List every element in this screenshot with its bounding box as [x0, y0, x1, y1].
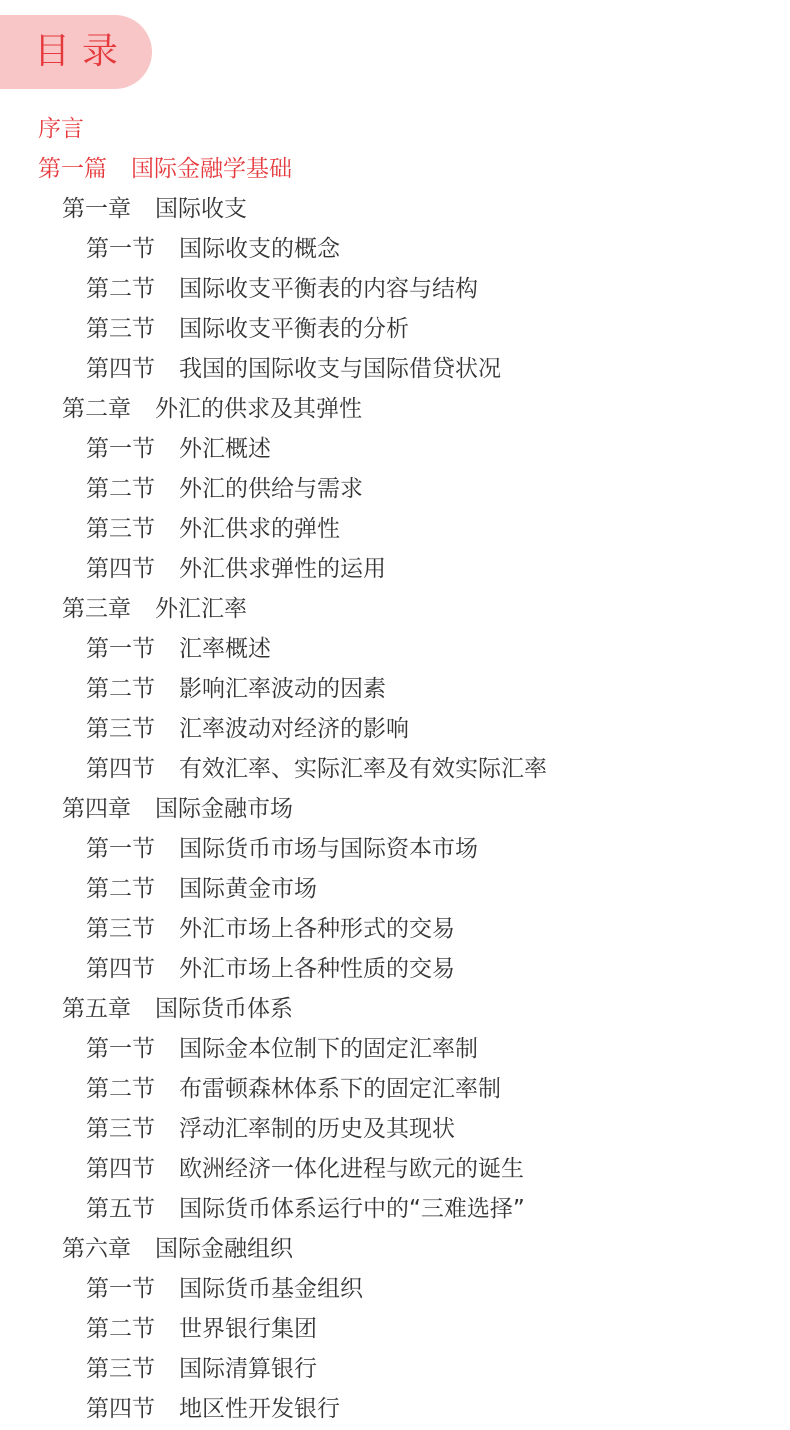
- toc-section-entry[interactable]: [0, 1189, 790, 1229]
- toc-entry-title: 国际货币基金组织: [179, 1276, 363, 1302]
- toc-entry-title: 国际货币市场与国际资本市场: [179, 836, 478, 862]
- toc-entry-title: 我国的国际收支与国际借贷状况: [179, 356, 501, 382]
- toc-section-entry[interactable]: [0, 669, 790, 709]
- toc-entry-number: 第三节: [86, 516, 155, 542]
- toc-section-entry[interactable]: [0, 869, 790, 909]
- toc-entry-number: 第一节: [86, 436, 155, 462]
- toc-entry-number: 第二节: [86, 476, 155, 502]
- toc-part-entry[interactable]: [0, 109, 790, 149]
- toc-entry-number: 第二节: [86, 276, 155, 302]
- toc-section-entry[interactable]: [0, 469, 790, 509]
- toc-entry-number: 第三节: [86, 316, 155, 342]
- toc-section-entry[interactable]: [0, 1029, 790, 1069]
- toc-section-entry[interactable]: [0, 509, 790, 549]
- toc-entry-number: 第二节: [86, 876, 155, 902]
- toc-entry-title: 国际金融学基础: [131, 156, 292, 182]
- toc-entry-number: 第四节: [86, 1156, 155, 1182]
- toc-entry-title: 有效汇率、实际汇率及有效实际汇率: [179, 756, 547, 782]
- toc-section-entry[interactable]: [0, 829, 790, 869]
- toc-section-entry[interactable]: [0, 1349, 790, 1389]
- toc-section-entry[interactable]: [0, 1389, 790, 1429]
- toc-entry-number: 第二节: [86, 676, 155, 702]
- toc-entry-title: 国际收支的概念: [179, 236, 340, 262]
- toc-section-entry[interactable]: [0, 1309, 790, 1349]
- toc-section-entry[interactable]: [0, 1109, 790, 1149]
- toc-entry-title: 外汇的供求及其弹性: [155, 396, 362, 422]
- toc-entry-number: 第四章: [62, 796, 131, 822]
- toc-chapter-entry[interactable]: [0, 389, 790, 429]
- page-title: 目录: [34, 31, 131, 72]
- toc-entry-number: 第一节: [86, 236, 155, 262]
- toc-entry-title: 国际收支平衡表的分析: [179, 316, 409, 342]
- toc-part-entry[interactable]: [0, 149, 790, 189]
- toc-entry-title: 浮动汇率制的历史及其现状: [179, 1116, 455, 1142]
- toc-entry-title: 外汇汇率: [155, 596, 247, 622]
- toc-section-entry[interactable]: [0, 309, 790, 349]
- toc-section-entry[interactable]: [0, 749, 790, 789]
- toc-chapter-entry[interactable]: [0, 189, 790, 229]
- toc-section-entry[interactable]: [0, 349, 790, 389]
- toc-entry-number: 第三节: [86, 716, 155, 742]
- toc-entry-number: 第一章: [62, 196, 131, 222]
- toc-entry-title: 国际货币体系运行中的“三难选择”: [179, 1196, 525, 1222]
- table-of-contents: [0, 109, 790, 1429]
- toc-entry-title: 外汇供求的弹性: [179, 516, 340, 542]
- toc-entry-title: 布雷顿森林体系下的固定汇率制: [179, 1076, 501, 1102]
- toc-entry-title: 国际货币体系: [155, 996, 293, 1022]
- toc-entry-title: 汇率概述: [179, 636, 271, 662]
- toc-entry-title: 外汇市场上各种性质的交易: [179, 956, 455, 982]
- toc-entry-number: 第六章: [62, 1236, 131, 1262]
- toc-entry-number: 第二节: [86, 1076, 155, 1102]
- toc-entry-number: 第三节: [86, 916, 155, 942]
- toc-entry-number: 第四节: [86, 756, 155, 782]
- toc-entry-title: 国际黄金市场: [179, 876, 317, 902]
- toc-entry-title: 国际金融组织: [155, 1236, 293, 1262]
- toc-section-entry[interactable]: [0, 429, 790, 469]
- toc-entry-title: 汇率波动对经济的影响: [179, 716, 409, 742]
- toc-entry-title: 国际金融市场: [155, 796, 293, 822]
- toc-entry-title: 国际清算银行: [179, 1356, 317, 1382]
- toc-chapter-entry[interactable]: [0, 789, 790, 829]
- toc-entry-number: 第四节: [86, 556, 155, 582]
- toc-entry-number: 第一节: [86, 636, 155, 662]
- toc-entry-number: 第一节: [86, 836, 155, 862]
- toc-entry-number: 第一节: [86, 1036, 155, 1062]
- toc-header: [0, 15, 152, 89]
- toc-entry-title: 地区性开发银行: [179, 1396, 340, 1422]
- toc-section-entry[interactable]: [0, 909, 790, 949]
- toc-entry-title: 国际收支平衡表的内容与结构: [179, 276, 478, 302]
- toc-entry-title: 外汇概述: [179, 436, 271, 462]
- toc-entry-title: 外汇的供给与需求: [179, 476, 363, 502]
- toc-section-entry[interactable]: [0, 269, 790, 309]
- toc-entry-number: 第一节: [86, 1276, 155, 1302]
- toc-entry-number: 第五节: [86, 1196, 155, 1222]
- toc-chapter-entry[interactable]: [0, 1229, 790, 1269]
- toc-section-entry[interactable]: [0, 949, 790, 989]
- toc-entry-number: 第一篇: [38, 156, 107, 182]
- toc-entry-number: 第二章: [62, 396, 131, 422]
- toc-section-entry[interactable]: [0, 629, 790, 669]
- toc-chapter-entry[interactable]: [0, 989, 790, 1029]
- toc-entry-number: 第四节: [86, 356, 155, 382]
- toc-section-entry[interactable]: [0, 549, 790, 589]
- toc-entry-title: 国际收支: [155, 196, 247, 222]
- toc-section-entry[interactable]: [0, 1269, 790, 1309]
- toc-section-entry[interactable]: [0, 709, 790, 749]
- toc-section-entry[interactable]: [0, 229, 790, 269]
- toc-entry-number: 第三章: [62, 596, 131, 622]
- toc-section-entry[interactable]: [0, 1069, 790, 1109]
- toc-entry-number: 第四节: [86, 1396, 155, 1422]
- toc-entry-title: 世界银行集团: [179, 1316, 317, 1342]
- toc-entry-number: 第五章: [62, 996, 131, 1022]
- toc-entry-number: 第二节: [86, 1316, 155, 1342]
- toc-entry-number: 序言: [38, 116, 84, 142]
- toc-entry-title: 外汇市场上各种形式的交易: [179, 916, 455, 942]
- toc-entry-number: 第四节: [86, 956, 155, 982]
- toc-entry-title: 外汇供求弹性的运用: [179, 556, 386, 582]
- toc-entry-title: 欧洲经济一体化进程与欧元的诞生: [179, 1156, 524, 1182]
- toc-entry-title: 国际金本位制下的固定汇率制: [179, 1036, 478, 1062]
- toc-section-entry[interactable]: [0, 1149, 790, 1189]
- toc-entry-number: 第三节: [86, 1356, 155, 1382]
- toc-chapter-entry[interactable]: [0, 589, 790, 629]
- toc-entry-number: 第三节: [86, 1116, 155, 1142]
- toc-entry-title: 影响汇率波动的因素: [179, 676, 386, 702]
